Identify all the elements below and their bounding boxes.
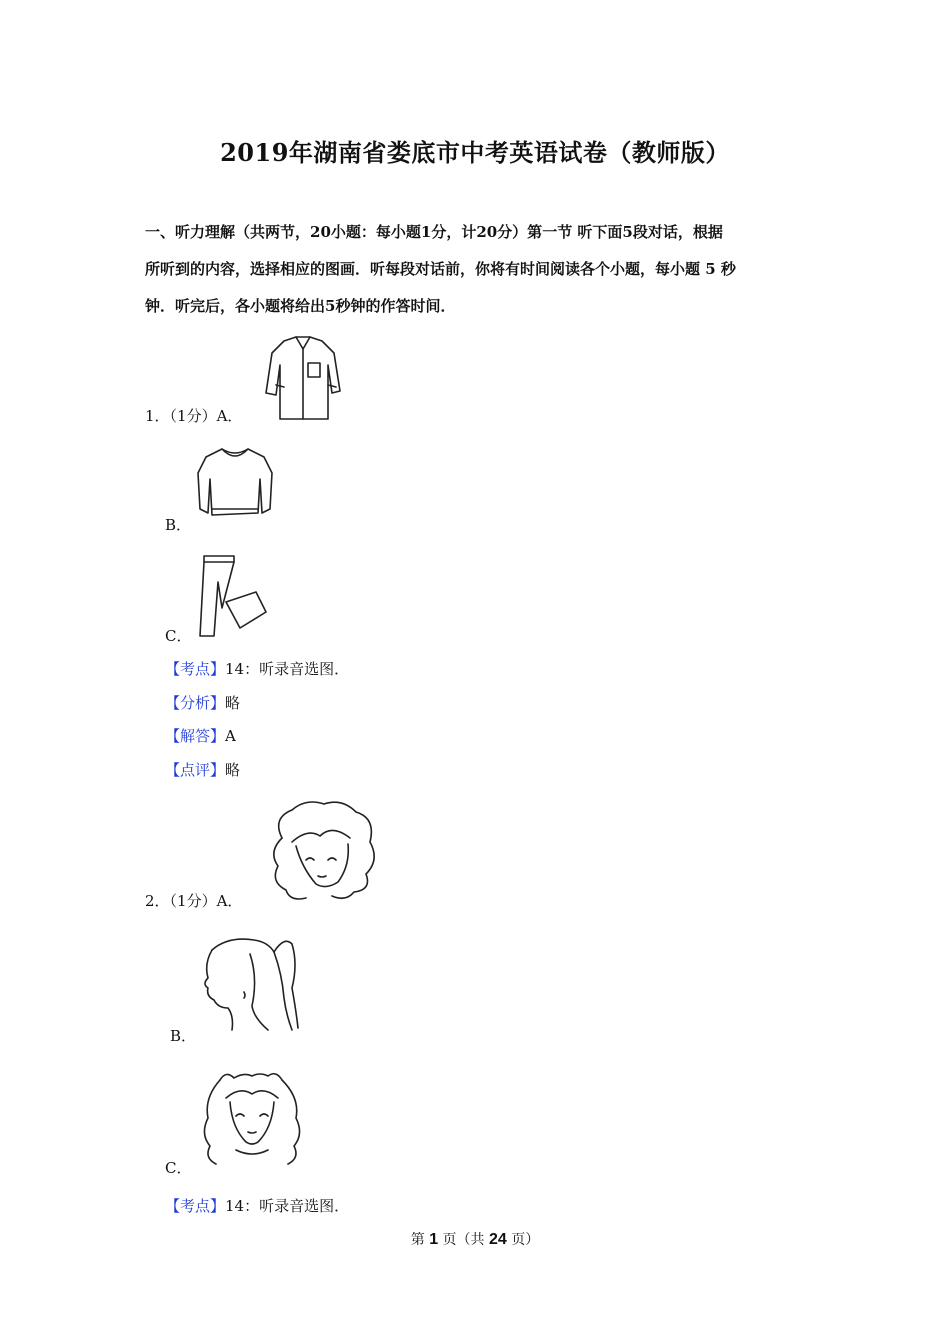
wavy-hair-girl-image <box>196 1068 308 1168</box>
instruction-line-1: 一、听力理解（共两节，20小题：每小题1分，计20分）第一节 听下面5段对话，根据 <box>145 223 723 241</box>
section-instructions <box>145 214 810 325</box>
fenxi-value: 略 <box>225 694 241 712</box>
question-1-option-c: C． <box>165 627 192 645</box>
footer-page-number: 1 <box>429 1231 439 1248</box>
jieda-tag: 【解答】 <box>165 727 226 745</box>
fenxi-tag: 【分析】 <box>165 694 226 712</box>
question-1-label: 1．（1分）A． <box>145 407 243 425</box>
kaodian-value: 14：听录音选图． <box>225 660 350 678</box>
page-title: 2019年湖南省娄底市中考英语试卷（教师版） <box>220 138 730 167</box>
q1-fenxi <box>165 692 240 713</box>
trousers-image <box>196 552 268 640</box>
page-footer <box>0 1229 950 1249</box>
question-2-label: 2．（1分）A． <box>145 892 243 910</box>
q1-jieda <box>165 725 236 746</box>
footer-total-pages: 24 <box>489 1231 507 1248</box>
footer-suffix: 页） <box>506 1232 540 1248</box>
kaodian-tag: 【考点】 <box>165 660 226 678</box>
kaodian-value: 14：听录音选图． <box>225 1197 350 1215</box>
q2-kaodian <box>165 1195 349 1216</box>
ponytail-girl-image <box>198 934 302 1032</box>
dianping-value: 略 <box>225 761 241 779</box>
dianping-tag: 【点评】 <box>165 761 226 779</box>
sweater-image <box>194 443 276 525</box>
instruction-line-3: 钟．听完后，各小题将给出5秒钟的作答时间． <box>145 297 456 315</box>
instruction-line-2: 所听到的内容，选择相应的图画．听每段对话前，你将有时间阅读各个小题，每小题 5 秒 <box>145 260 736 278</box>
q1-kaodian <box>165 658 349 679</box>
question-2-option-b: B． <box>170 1027 197 1045</box>
jieda-value: A <box>225 727 236 745</box>
q1-dianping <box>165 759 240 780</box>
curly-hair-girl-image <box>262 798 382 906</box>
footer-prefix: 第 <box>410 1232 430 1248</box>
shirt-image <box>262 333 344 423</box>
question-2-option-c: C． <box>165 1159 192 1177</box>
kaodian-tag: 【考点】 <box>165 1197 226 1215</box>
footer-middle: 页（共 <box>438 1232 489 1248</box>
question-1-option-b: B． <box>165 516 192 534</box>
